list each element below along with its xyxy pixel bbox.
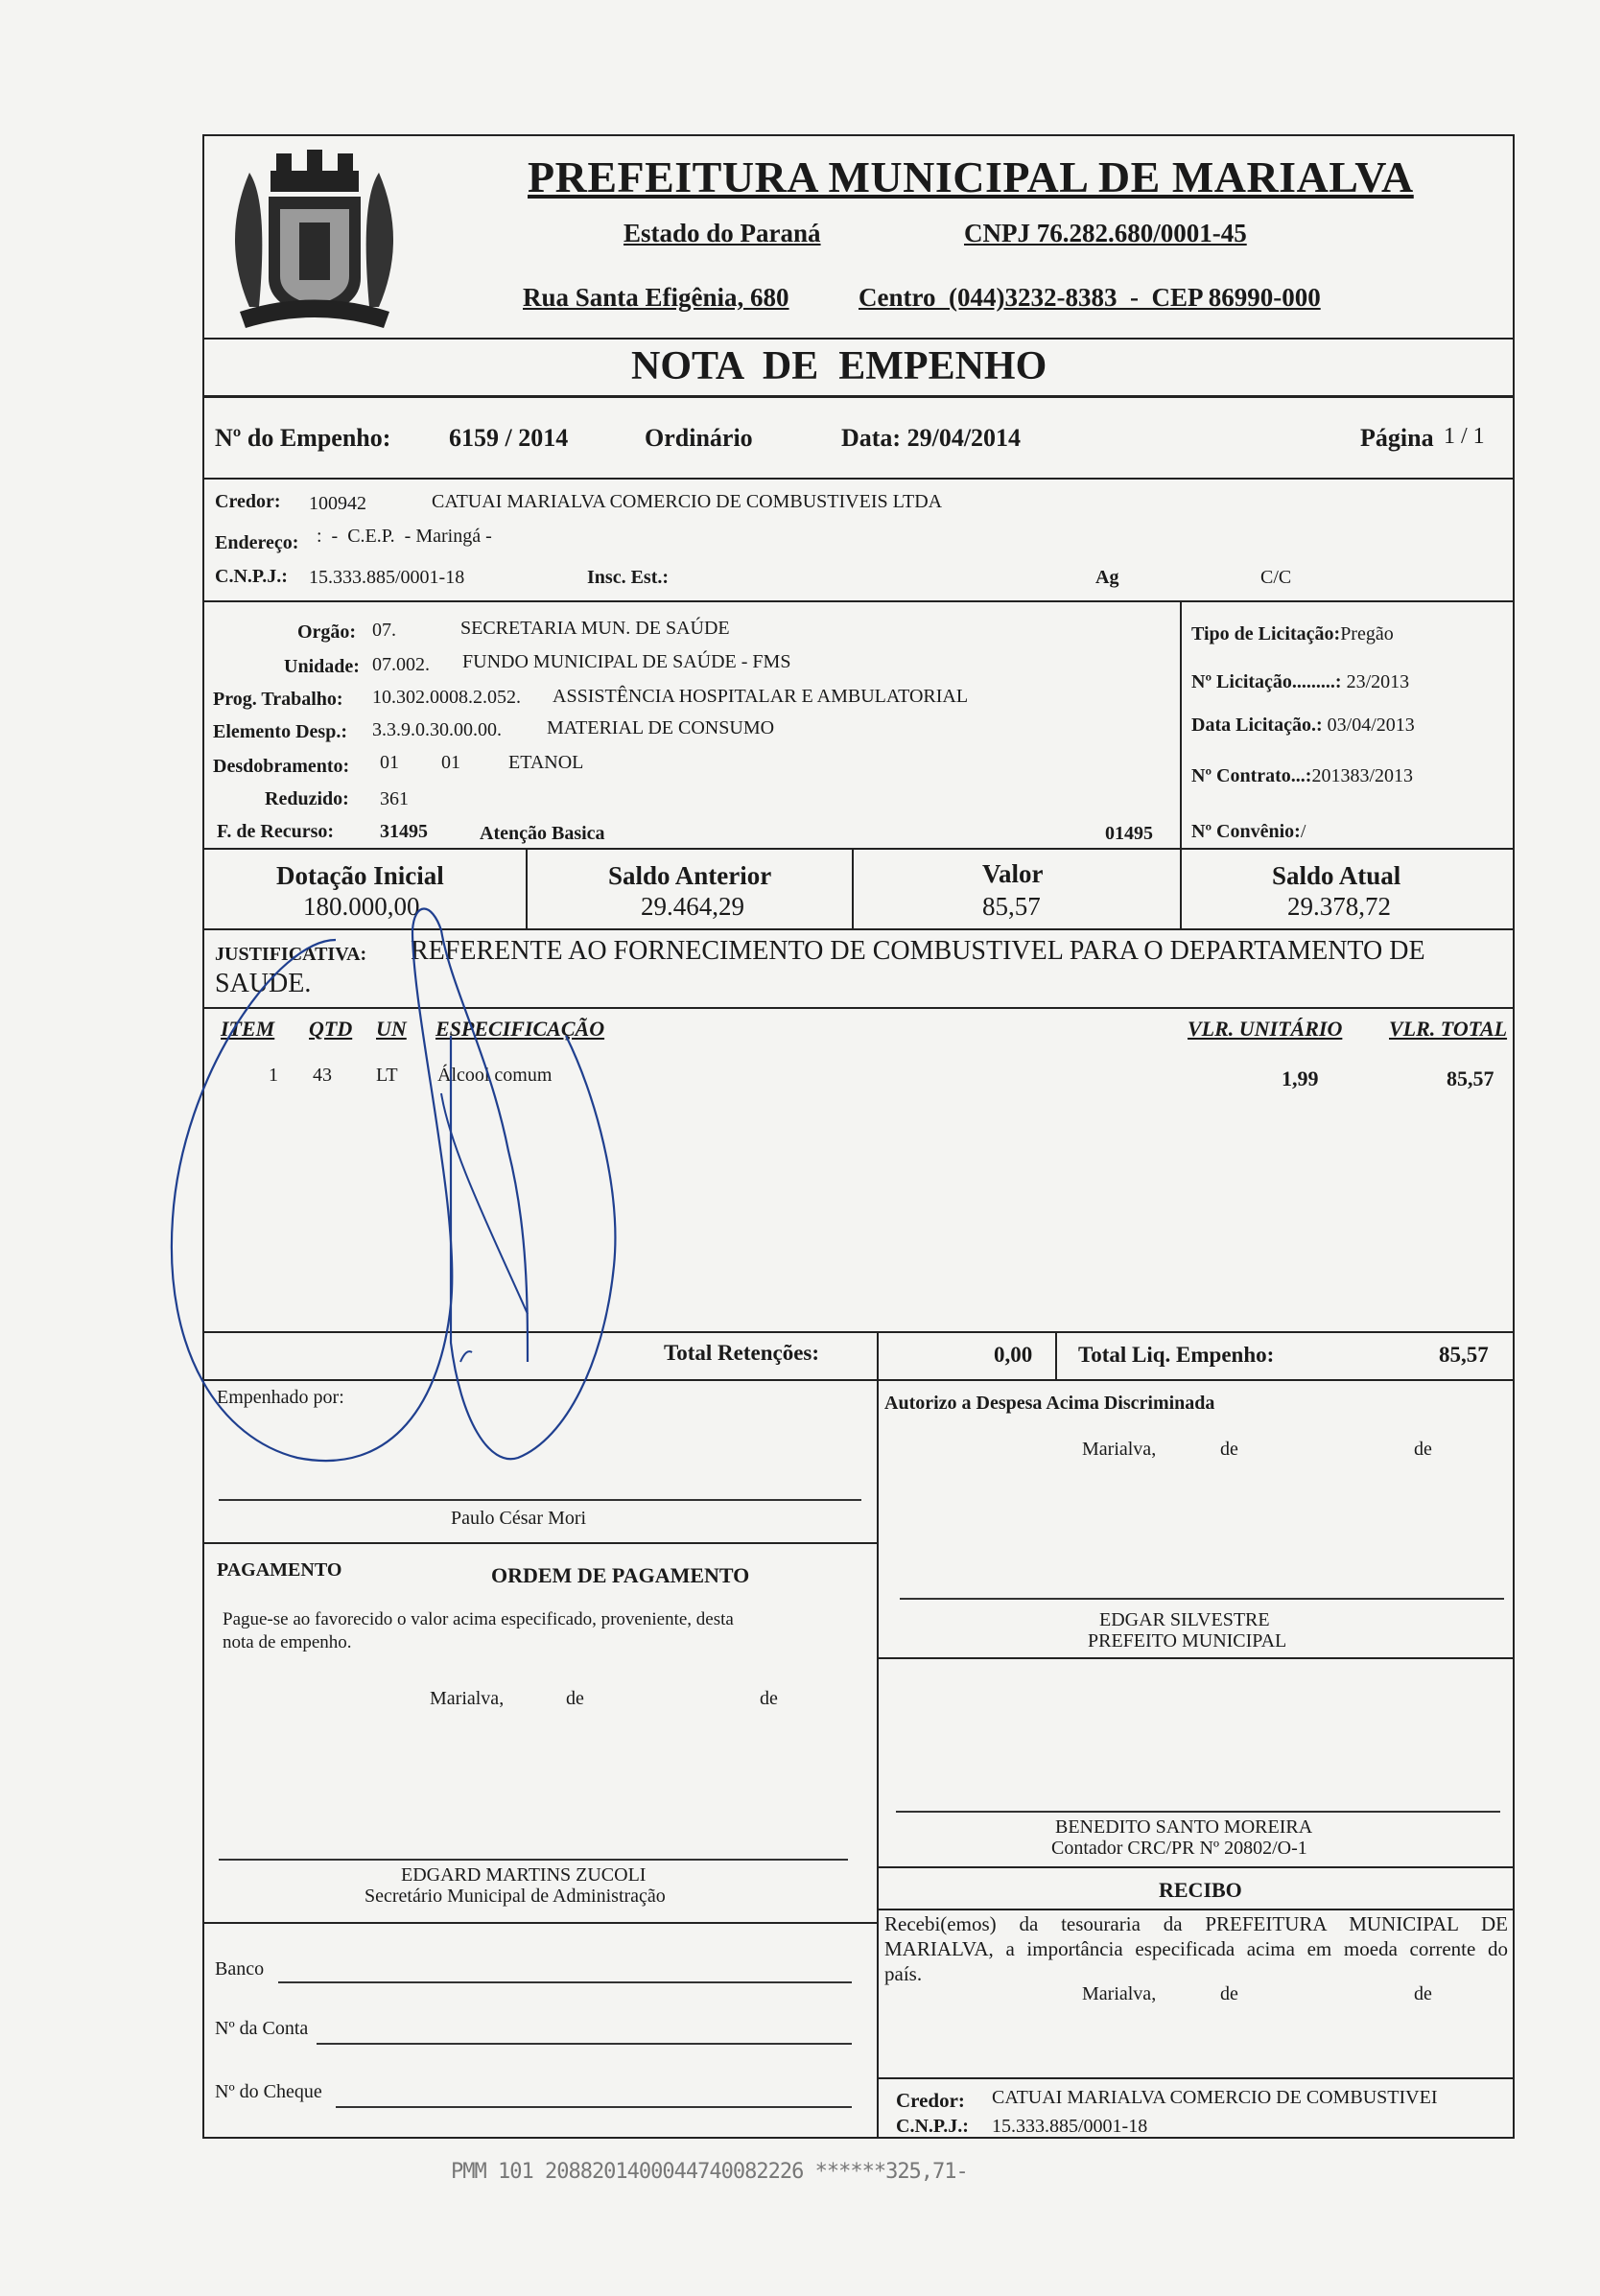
- valor-label: Valor: [982, 859, 1044, 888]
- footer-code: PMM 101 2088201400044740082226 ******325,71-: [451, 2160, 968, 2184]
- col-unit: VLR. UNITÁRIO: [1188, 1017, 1343, 1041]
- total-retencoes-label: Total Retenções:: [664, 1341, 820, 1365]
- valor-value: 85,57: [982, 892, 1041, 921]
- pagamento-de-2: de: [760, 1688, 778, 1709]
- justificativa-label: JUSTIFICATIVA:: [215, 944, 367, 965]
- contrato-label: Nº Contrato...:201383/2013: [1191, 765, 1414, 786]
- desd-label: Desdobramento:: [213, 756, 350, 777]
- saldo-atual-label: Saldo Atual: [1272, 861, 1401, 890]
- dotacao-inicial-label: Dotação Inicial: [276, 861, 444, 890]
- recibo-cnpj: 15.333.885/0001-18: [992, 2116, 1148, 2137]
- justificativa-text-1: REFERENTE AO FORNECIMENTO DE COMBUSTIVEL PARA O DEPARTAMENTO DE: [411, 936, 1425, 966]
- secretario-title: Secretário Municipal de Administração: [365, 1886, 666, 1907]
- recibo-de-1: de: [1220, 1983, 1238, 2004]
- prefeito-name: EDGAR SILVESTRE: [1099, 1609, 1270, 1630]
- empenho-type: Ordinário: [645, 424, 753, 452]
- col-total: VLR. TOTAL: [1389, 1017, 1508, 1041]
- empenho-number-label: Nº do Empenho:: [215, 424, 391, 452]
- unidade-name: FUNDO MUNICIPAL DE SAÚDE - FMS: [462, 651, 791, 672]
- recibo-credor-name: CATUAI MARIALVA COMERCIO DE COMBUSTIVEI: [992, 2087, 1438, 2108]
- orgao-name: SECRETARIA MUN. DE SAÚDE: [460, 618, 730, 639]
- orgao-code: 07.: [372, 620, 396, 641]
- fonte-label: F. de Recurso:: [217, 821, 335, 842]
- elem-name: MATERIAL DE CONSUMO: [547, 717, 775, 738]
- row-unit-value: 1,99: [1282, 1066, 1319, 1090]
- tipo-licitacao-label: Tipo de Licitação:Pregão: [1191, 623, 1394, 644]
- justificativa-text-2: SAUDE.: [215, 969, 312, 998]
- empenhado-por-name: Paulo César Mori: [451, 1508, 587, 1529]
- row-spec: Álcool comum: [437, 1065, 553, 1086]
- row-total-value: 85,57: [1447, 1066, 1494, 1090]
- reduzido-code: 361: [380, 788, 409, 809]
- row-item: 1: [269, 1065, 278, 1086]
- org-cnpj: CNPJ 76.282.680/0001-45: [964, 219, 1247, 247]
- page-value: 1 / 1: [1444, 424, 1485, 449]
- credor-code: 100942: [309, 493, 366, 514]
- prefeito-title: PREFEITO MUNICIPAL: [1088, 1630, 1287, 1652]
- ag-label: Ag: [1095, 567, 1119, 588]
- elem-label: Elemento Desp.:: [213, 721, 347, 742]
- banco-label: Banco: [215, 1958, 265, 1980]
- credor-cnpj: 15.333.885/0001-18: [309, 567, 465, 588]
- org-name: PREFEITURA MUNICIPAL DE MARIALVA: [528, 152, 1414, 201]
- total-liq-label: Total Liq. Empenho:: [1078, 1343, 1275, 1367]
- recibo-cnpj-label: C.N.P.J.:: [896, 2116, 969, 2137]
- col-un: UN: [376, 1017, 407, 1041]
- prog-name: ASSISTÊNCIA HOSPITALAR E AMBULATORIAL: [553, 686, 969, 707]
- col-qtd: QTD: [309, 1017, 353, 1041]
- autorizo-de-1: de: [1220, 1439, 1238, 1460]
- total-retencoes-value: 0,00: [994, 1343, 1033, 1367]
- dotacao-inicial-value: 180.000,00: [303, 892, 420, 921]
- pagamento-label: PAGAMENTO: [217, 1559, 342, 1581]
- autorizo-label: Autorizo a Despesa Acima Discriminada: [884, 1393, 1215, 1414]
- coat-of-arms-icon: [211, 144, 417, 340]
- desd-code-1: 01: [380, 752, 399, 773]
- insc-label: Insc. Est.:: [587, 567, 670, 588]
- elem-code: 3.3.9.0.30.00.00.: [372, 719, 502, 740]
- credor-name: CATUAI MARIALVA COMERCIO DE COMBUSTIVEIS LTDA: [432, 491, 943, 512]
- desd-code-2: 01: [441, 752, 460, 773]
- org-address-rest: Centro (044)3232-8383 - CEP 86990-000: [859, 283, 1321, 312]
- state-name: Estado do Paraná: [624, 219, 821, 247]
- empenhado-por-label: Empenhado por:: [217, 1387, 344, 1408]
- orgao-label: Orgão:: [297, 621, 357, 643]
- pagamento-text-2: nota de empenho.: [223, 1632, 352, 1652]
- empenho-date: Data: 29/04/2014: [841, 424, 1022, 452]
- prog-code: 10.302.0008.2.052.: [372, 687, 521, 708]
- contador-title: Contador CRC/PR Nº 20802/O-1: [1051, 1838, 1307, 1859]
- convenio-label: Nº Convênio:/: [1191, 821, 1306, 842]
- saldo-anterior-value: 29.464,29: [641, 892, 744, 921]
- pagamento-city: Marialva,: [430, 1688, 505, 1709]
- recibo-text-2: MARIALVA, a importância especificada acima em moeda corrente do: [884, 1937, 1508, 1960]
- unidade-code: 07.002.: [372, 654, 430, 675]
- total-liq-value: 85,57: [1439, 1343, 1489, 1367]
- contador-name: BENEDITO SANTO MOREIRA: [1055, 1816, 1313, 1838]
- num-licitacao-label: Nº Licitação.........: 23/2013: [1191, 671, 1410, 692]
- secretario-name: EDGARD MARTINS ZUCOLI: [401, 1864, 647, 1886]
- row-qtd: 43: [313, 1065, 332, 1086]
- prog-label: Prog. Trabalho:: [213, 689, 343, 710]
- cnpj-label: C.N.P.J.:: [215, 566, 288, 587]
- cc-label: C/C: [1260, 567, 1292, 588]
- saldo-anterior-label: Saldo Anterior: [608, 861, 772, 890]
- cheque-label: Nº do Cheque: [215, 2081, 322, 2102]
- saldo-atual-value: 29.378,72: [1287, 892, 1391, 921]
- row-un: LT: [376, 1065, 398, 1086]
- recibo-title: RECIBO: [1159, 1878, 1242, 1902]
- data-licitacao-label: Data Licitação.: 03/04/2013: [1191, 715, 1415, 736]
- org-address: Rua Santa Efigênia, 680: [523, 283, 789, 312]
- autorizo-de-2: de: [1414, 1439, 1432, 1460]
- handwritten-pen-mark: [163, 902, 681, 1496]
- empenho-number: 6159 / 2014: [449, 424, 569, 452]
- col-item: ITEM: [221, 1017, 275, 1041]
- fonte-name: Atenção Basica: [480, 823, 605, 844]
- recibo-text-1: Recebi(emos) da tesouraria da PREFEITURA MUNICIPAL DE: [884, 1912, 1508, 1935]
- address-label: Endereço:: [215, 532, 299, 553]
- recibo-city: Marialva,: [1082, 1983, 1157, 2004]
- autorizo-city: Marialva,: [1082, 1439, 1157, 1460]
- fonte-code-2: 01495: [1105, 823, 1153, 844]
- credor-address: : - C.E.P. - Maringá -: [317, 526, 492, 547]
- reduzido-label: Reduzido:: [265, 788, 349, 809]
- ordem-pagamento-label: ORDEM DE PAGAMENTO: [491, 1563, 750, 1587]
- pagamento-text-1: Pague-se ao favorecido o valor acima especificado, proveniente, desta: [223, 1609, 734, 1629]
- recibo-credor-label: Credor:: [896, 2089, 965, 2112]
- fonte-code: 31495: [380, 821, 428, 842]
- desd-name: ETANOL: [508, 752, 584, 773]
- pagamento-de-1: de: [566, 1688, 584, 1709]
- recibo-text-3: país.: [884, 1962, 923, 1985]
- recibo-de-2: de: [1414, 1983, 1432, 2004]
- col-spec: ESPECIFICAÇÃO: [435, 1017, 605, 1041]
- page-label: Página: [1360, 424, 1434, 452]
- unidade-label: Unidade:: [284, 656, 360, 677]
- document-title: NOTA DE EMPENHO: [631, 344, 1047, 388]
- credor-label: Credor:: [215, 491, 281, 512]
- conta-label: Nº da Conta: [215, 2018, 309, 2039]
